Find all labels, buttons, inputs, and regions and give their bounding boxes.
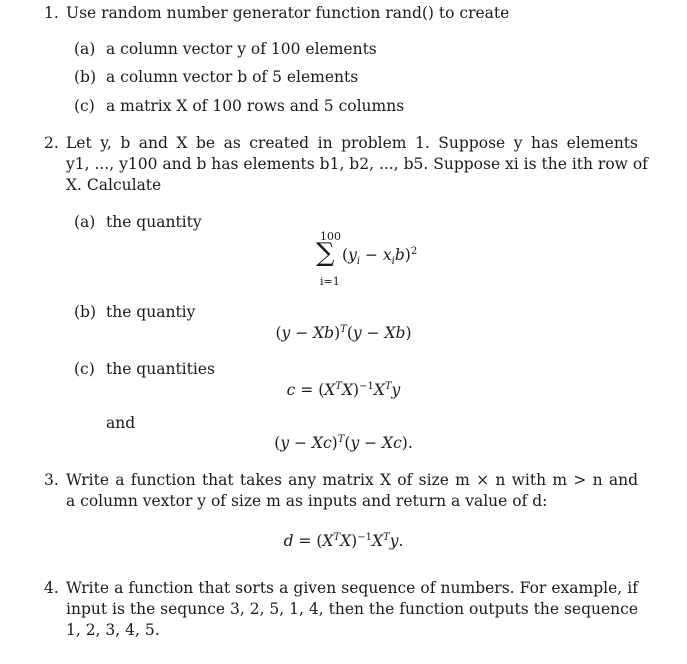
problem-2c-label: (c) [74,360,95,378]
problem-1a-label: (a) [74,40,96,58]
problem-4-line-1: Write a function that sorts a given sequence of numbers. For example, if [66,579,638,597]
formula-d: $d = (X^TX)^{-1}X^Ty$. [283,532,404,551]
problem-2-line-2: y1, ..., y100 and b has elements b1, b2, ..., b5. Suppose xi is the ith row of [66,155,648,173]
problem-2b-text: the quantiy [106,303,196,321]
problem-2c-text: the quantities [106,360,215,378]
problem-3-line-2: a column vextor y of size m as inputs and return a value of d: [66,492,548,510]
problem-3-line-1: Write a function that takes any matrix X of size m × n with m > n and [66,471,638,489]
problem-3-number: 3. [44,471,59,489]
formula-c-estimate: $c = (X^TX)^{-1}X^Ty$ [286,381,401,400]
problem-1-text: Use random number generator function rand() to create [66,4,510,22]
problem-1a-text: a column vector y of 100 elements [106,40,377,58]
problem-2a-text: the quantity [106,213,202,231]
formula-residual-c: $(y - Xc)^T(y - Xc)$. [274,434,413,453]
problem-1c-label: (c) [74,97,95,115]
problem-1b-label: (b) [74,68,97,86]
problem-2c-and: and [106,414,136,432]
problem-2-line-1: Let y, b and X be as created in problem 1. Suppose y has elements [66,134,638,152]
formula-residual-quadratic: $(y - Xb)^T(y - Xb)$ [275,324,412,343]
problem-2-line-3: X. Calculate [66,176,162,194]
problem-1b-text: a column vector b of 5 elements [106,68,359,86]
problem-2-number: 2. [44,134,59,152]
summation-sigma: ∑ [316,238,335,268]
problem-1c-text: a matrix X of 100 rows and 5 columns [106,97,405,115]
problem-2a-label: (a) [74,213,96,231]
problem-2b-label: (b) [74,303,97,321]
summation-lower-limit: i=1 [320,275,340,288]
summation-body: $(y_i - x_ib)^2$ [342,246,418,268]
summation-upper-limit: 100 [320,230,341,243]
summation-formula [316,230,436,292]
problem-1-number: 1. [44,4,59,22]
problem-4-line-2: input is the sequnce 3, 2, 5, 1, 4, then the function outputs the sequence [66,600,638,618]
problem-4-number: 4. [44,579,59,597]
problem-4-line-3: 1, 2, 3, 4, 5. [66,621,160,639]
